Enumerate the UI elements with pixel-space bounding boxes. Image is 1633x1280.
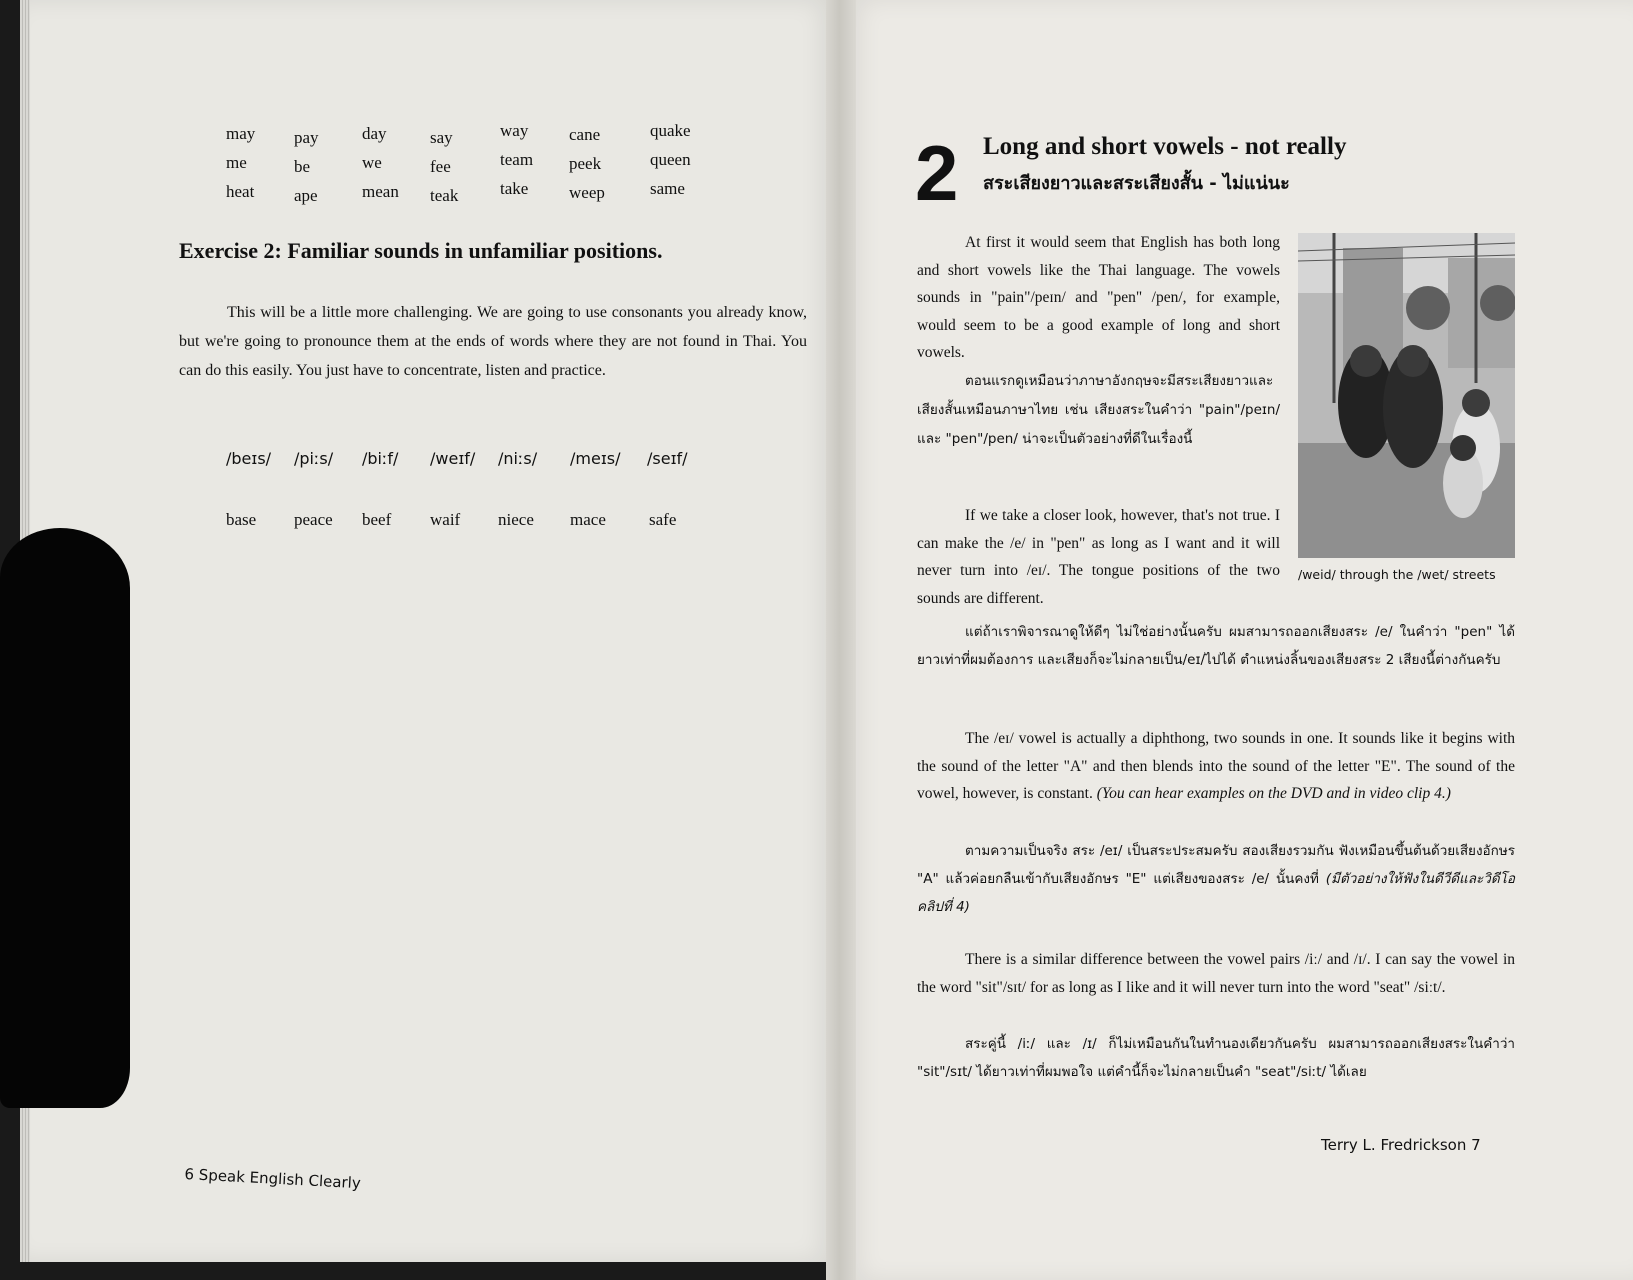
paragraph-3-note: (You can hear examples on the DVD and in video clip 4.) xyxy=(1096,785,1451,802)
spelled-word: base xyxy=(226,510,257,529)
ipa-word: /beɪs/ xyxy=(226,449,272,468)
ipa-word: /biːf/ xyxy=(362,449,399,468)
left-page-footer: 6 Speak English Clearly xyxy=(184,1165,362,1193)
spelled-word: peace xyxy=(294,510,333,529)
paragraph-3-text: The /eɪ/ vowel is actually a diphthong, two sounds in one. It sounds like it begins with the sound of the letter "A" and then blends into the sound of the letter "E". The sound of the vowel, however, is constant. xyxy=(917,730,1515,802)
paragraph-2-thai: แต่ถ้าเราพิจารณาดูให้ดีๆ ไม่ใช่อย่างนั้นครับ ผมสามารถออกเสียงสระ /e/ ในคำว่า "pen" ได้ยาวเท่าที่ผมต้องการ และเสียงก็จะไม่กลายเป็น/eɪ/ไปได้ ตำแหน่งลิ้นของเสียงสระ 2 เสียงนี้ต่างกันครับ xyxy=(917,624,1515,668)
word-cell: may xyxy=(226,124,256,143)
ipa-word: /seɪf/ xyxy=(647,449,688,468)
paragraph-3-thai-text: ตามความเป็นจริง สระ /eɪ/ เป็นสระประสมครับ สองเสียงรวมกัน ฟังเหมือนขึ้นต้นด้วยเสียงอักษร "A" แล้วค่อยกลืนเข้ากับเสียงอักษร "E" แต่เสียงของสระ /e/ นั้นคงที่ xyxy=(917,843,1515,887)
word-cell: weep xyxy=(569,183,605,202)
thumb xyxy=(0,528,130,1108)
word-cell: fee xyxy=(430,157,451,176)
ipa-word: /meɪs/ xyxy=(570,449,621,468)
word-cell: peek xyxy=(569,154,602,173)
spelled-word: beef xyxy=(362,510,392,529)
book-gutter xyxy=(826,0,856,1280)
word-cell: queen xyxy=(650,150,691,169)
chapter-title: Long and short vowels - not really xyxy=(983,133,1347,160)
right-page-footer: Terry L. Fredrickson 7 xyxy=(1321,1136,1481,1154)
paragraph-1-thai: ตอนแรกดูเหมือนว่าภาษาอังกฤษจะมีสระเสียงยาวและเสียงสั้นเหมือนภาษาไทย เช่น เสียงสระในคำว่า "pain"/peɪn/ และ "pen"/pen/ น่าจะเป็นตัวอย่างที่ดีในเรื่องนี้ xyxy=(917,373,1280,447)
spelled-word: niece xyxy=(498,510,534,529)
word-cell: heat xyxy=(226,182,255,201)
word-cell: day xyxy=(362,124,387,143)
word-cell: mean xyxy=(362,182,399,201)
word-cell: same xyxy=(650,179,685,198)
word-cell: we xyxy=(362,153,382,172)
photo-caption: /weid/ through the /wet/ streets xyxy=(1298,567,1496,582)
paragraph-3-thai xyxy=(917,837,1515,921)
word-cell: cane xyxy=(569,125,601,144)
paragraph-3 xyxy=(917,725,1515,808)
word-cell: way xyxy=(500,121,529,140)
street-flood-photo xyxy=(1298,233,1515,558)
paragraph-2: If we take a closer look, however, that's not true. I can make the /e/ in "pen" as long as I want and it will never turn into /eɪ/. The tongue positions of the two sounds are different. xyxy=(917,507,1280,607)
word-cell: be xyxy=(294,157,311,176)
word-cell: teak xyxy=(430,186,459,205)
exercise-text: This will be a little more challenging. We are going to use consonants you already know, but we're going to pronounce them at the ends of words where they are not found in Thai. You can do this easily. You just have to concentrate, listen and practice. xyxy=(179,304,807,379)
word-cell: ape xyxy=(294,186,318,205)
paragraph-4-thai: สระคู่นี้ /iː/ และ /ɪ/ ก็ไม่เหมือนกันในทำนองเดียวกันครับ ผมสามารถออกเสียงสระในคำว่า "sit"/sɪt/ ได้ยาวเท่าที่ผมพอใจ แต่คำนี้ก็จะไม่กลายเป็นคำ "seat"/siːt/ ได้เลย xyxy=(917,1036,1515,1080)
chapter-number: 2 xyxy=(915,129,959,217)
exercise-title: Exercise 2: Familiar sounds in unfamiliar positions. xyxy=(179,238,663,263)
word-cell: quake xyxy=(650,121,691,140)
ipa-word: /piːs/ xyxy=(294,449,334,468)
word-cell: take xyxy=(500,179,529,198)
chapter-title-thai: สระเสียงยาวและสระเสียงสั้น - ไม่แน่นะ xyxy=(983,173,1290,194)
paragraph-1: At first it would seem that English has both long and short vowels like the Thai language. The vowels sounds in "pain"/peɪn/ and "pen" /pen/, for example, would seem to be a good example of long and short vowels. xyxy=(917,234,1280,361)
word-cell: pay xyxy=(294,128,319,147)
ipa-word: /niːs/ xyxy=(498,449,538,468)
spelled-word: mace xyxy=(570,510,606,529)
paragraph-3-thai-note: (มีตัวอย่างให้ฟังในดีวีดีและวิดีโอคลิปที่ 4) xyxy=(917,871,1515,915)
word-cell: me xyxy=(226,153,247,172)
spelled-word: safe xyxy=(649,510,677,529)
spelled-word: waif xyxy=(430,510,461,529)
word-cell: say xyxy=(430,128,453,147)
paragraph-4: There is a similar difference between the vowel pairs /iː/ and /ɪ/. I can say the vowel in the word "sit"/sɪt/ for as long as I like and it will never turn into the word "seat" /siːt/. xyxy=(917,951,1515,996)
ipa-word: /weɪf/ xyxy=(430,449,476,468)
word-cell: team xyxy=(500,150,534,169)
